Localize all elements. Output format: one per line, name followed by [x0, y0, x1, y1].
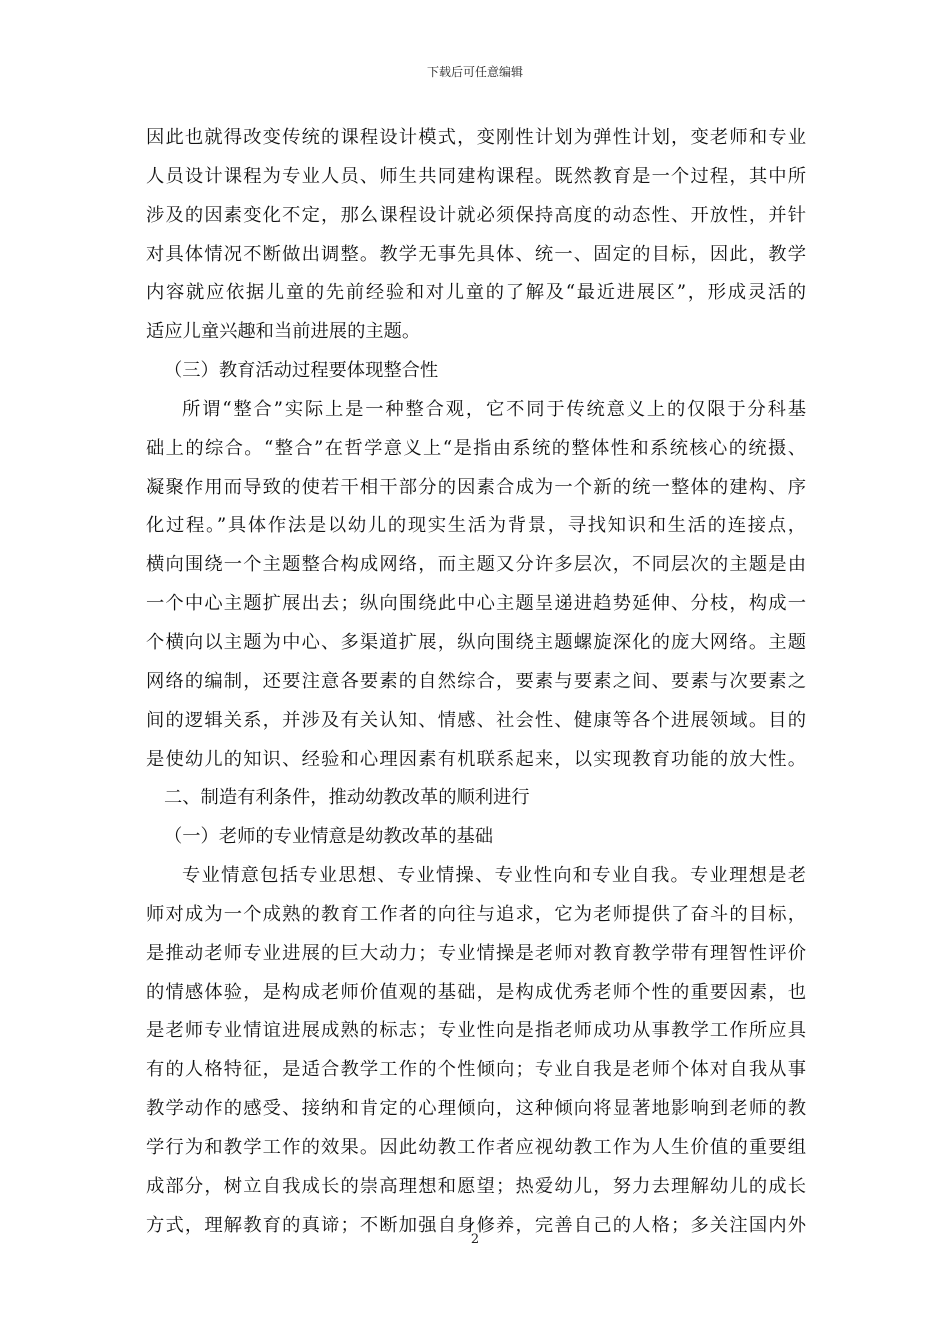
- section-heading: （三）教育活动过程要体现整合性: [164, 360, 439, 382]
- text-line: 是使幼儿的知识、经验和心理因素有机联系起来，以实现教育功能的放大性。: [146, 748, 806, 770]
- body-text: [146, 119, 806, 1245]
- text-line: 因此也就得改变传统的课程设计模式，变刚性计划为弹性计划，变老师和专业: [146, 127, 806, 148]
- text-line: 涉及的因素变化不定，那么课程设计就必须保持高度的动态性、开放性，并针: [146, 204, 806, 226]
- text-line: 人员设计课程为专业人员、师生共同建构课程。既然教育是一个过程，其中所: [146, 165, 806, 187]
- text-line: 一个中心主题扩展出去；纵向围绕此中心主题呈递进趋势延伸、分枝，构成一: [146, 593, 806, 615]
- text-line: 成部分，树立自我成长的崇高理想和愿望；热爱幼儿，努力去理解幼儿的成长: [146, 1175, 806, 1197]
- text-line: 横向围绕一个主题整合构成网络，而主题又分许多层次，不同层次的主题是由: [146, 554, 806, 576]
- text-line: 专业情意包括专业思想、专业情操、专业性向和专业自我。专业理想是老: [182, 865, 806, 887]
- text-line: 适应儿童兴趣和当前进展的主题。: [146, 321, 421, 343]
- text-line: 所谓“整合”实际上是一种整合观，它不同于传统意义上的仅限于分科基: [182, 398, 806, 420]
- text-line: 化过程。”具体作法是以幼儿的现实生活为背景，寻找知识和生活的连接点，: [146, 515, 806, 537]
- page-number: 2: [470, 1232, 480, 1247]
- text-line: 间的逻辑关系，并涉及有关认知、情感、社会性、健康等各个进展领域。目的: [146, 709, 806, 731]
- text-line: 个横向以主题为中心、多渠道扩展，纵向围绕主题螺旋深化的庞大网络。主题: [146, 631, 806, 653]
- text-line: 凝聚作用而导致的使若干相干部分的因素合成为一个新的统一整体的建构、序: [146, 476, 806, 498]
- text-line: 教学动作的感受、接纳和肯定的心理倾向，这种倾向将显著地影响到老师的教: [146, 1098, 806, 1120]
- page-header: 下载后可任意编辑: [426, 65, 523, 79]
- text-line: 内容就应依据儿童的先前经验和对儿童的了解及“最近进展区”，形成灵活的: [146, 282, 806, 304]
- text-line: 学行为和教学工作的效果。因此幼教工作者应视幼教工作为人生价值的重要组: [146, 1136, 806, 1158]
- text-line: 网络的编制，还要注意各要素的自然综合，要素与要素之间、要素与次要素之: [146, 670, 806, 692]
- section-heading: 二、制造有利条件，推动幼教改革的顺利进行: [164, 787, 530, 809]
- text-line: 方式，理解教育的真谛；不断加强自身修养，完善自己的人格；多关注国内外: [146, 1214, 806, 1236]
- text-line: 础上的综合。“整合”在哲学意义上“是指由系统的整体性和系统核心的统摄、: [146, 437, 806, 459]
- section-heading: （一）老师的专业情意是幼教改革的基础: [164, 826, 494, 848]
- text-line: 的情感体验，是构成老师价值观的基础，是构成优秀老师个性的重要因素，也: [146, 981, 806, 1003]
- text-line: 师对成为一个成熟的教育工作者的向往与追求，它为老师提供了奋斗的目标，: [146, 903, 806, 925]
- text-line: 是推动老师专业进展的巨大动力；专业情操是老师对教育教学带有理智性评价: [146, 942, 806, 964]
- text-line: 对具体情况不断做出调整。教学无事先具体、统一、固定的目标，因此，教学: [146, 243, 806, 265]
- text-line: 是老师专业情谊进展成熟的标志；专业性向是指老师成功从事教学工作所应具: [146, 1020, 806, 1042]
- text-line: 有的人格特征，是适合教学工作的个性倾向；专业自我是老师个体对自我从事: [146, 1059, 806, 1081]
